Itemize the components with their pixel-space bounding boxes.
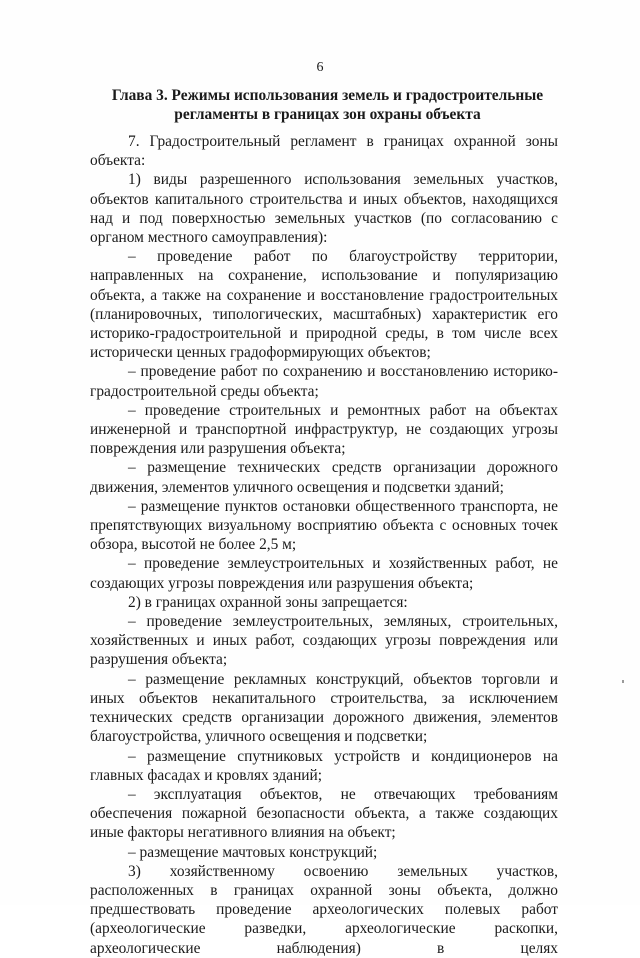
paragraph-archaeology: 3) хозяйственному освоению земельных участков, расположенных в границах охранной зоны объекта, должно предшествовать проведение археологических полевых работ (археологические разведки, археологические раскопки, археологические наблюдения) в целях bbox=[90, 862, 558, 957]
list-item: – размещение рекламных конструкций, объектов торговли и иных объектов некапитального строительства, за исключением технических средств организации дорожного движения, элементов благоустройства, уличного освещения и подсветки; bbox=[90, 670, 558, 746]
list-item: – проведение работ по благоустройству территории, направленных на сохранение, использование и популяризацию объекта, а также на сохранение и восстановление градостроительных (планировочных, типологических, масштабных) характеристик его историко-градостроительной и природной среды, в том числе всех исторически ценных градоформирующих объектов; bbox=[90, 248, 558, 362]
scan-speck bbox=[622, 680, 624, 683]
document-body bbox=[90, 132, 558, 958]
list-item: – проведение работ по сохранению и восстановлению историко-градостроительной среды объекта; bbox=[90, 363, 558, 400]
page-number: 6 bbox=[316, 60, 324, 75]
list-item: – проведение землеустроительных и хозяйственных работ, не создающих угрозы повреждения или разрушения объекта; bbox=[90, 555, 558, 592]
paragraph-permitted-uses: 1) виды разрешенного использования земельных участков, объектов капитального строительства и иных объектов, находящихся над и под поверхностью земельных участков (по согласованию с органом местного самоуправления): bbox=[90, 171, 558, 247]
list-item: – проведение строительных и ремонтных работ на объектах инженерной и транспортной инфраструктур, не создающих угрозы повреждения или разрушения объекта; bbox=[90, 401, 558, 458]
list-item: – размещение технических средств организации дорожного движения, элементов уличного освещения и подсветки зданий; bbox=[90, 459, 558, 496]
chapter-title-line-2: регламенты в границах зон охраны объекта bbox=[174, 106, 481, 123]
chapter-title bbox=[80, 86, 575, 124]
paragraph-prohibitions: 2) в границах охранной зоны запрещается: bbox=[128, 593, 408, 611]
list-item: – размещение пунктов остановки общественного транспорта, не препятствующих визуальному восприятию объекта с основных точек обзора, высотой не более 2,5 м; bbox=[90, 497, 558, 554]
list-item: – эксплуатация объектов, не отвечающих требованиям обеспечения пожарной безопасности объекта, а также создающих иные факторы негативного влияния на объект; bbox=[90, 785, 558, 842]
paragraph-7-heading: 7. Градостроительный регламент в границах охранной зоны объекта: bbox=[90, 133, 558, 170]
list-item: – размещение мачтовых конструкций; bbox=[128, 843, 378, 861]
chapter-title-line-1: Глава 3. Режимы использования земель и градостроительные bbox=[111, 87, 544, 104]
list-item: – проведение землеустроительных, земляных, строительных, хозяйственных и иных работ, создающих угрозы повреждения или разрушения объекта; bbox=[90, 613, 558, 669]
list-item: – размещение спутниковых устройств и кондиционеров на главных фасадах и кровлях зданий; bbox=[90, 747, 558, 784]
